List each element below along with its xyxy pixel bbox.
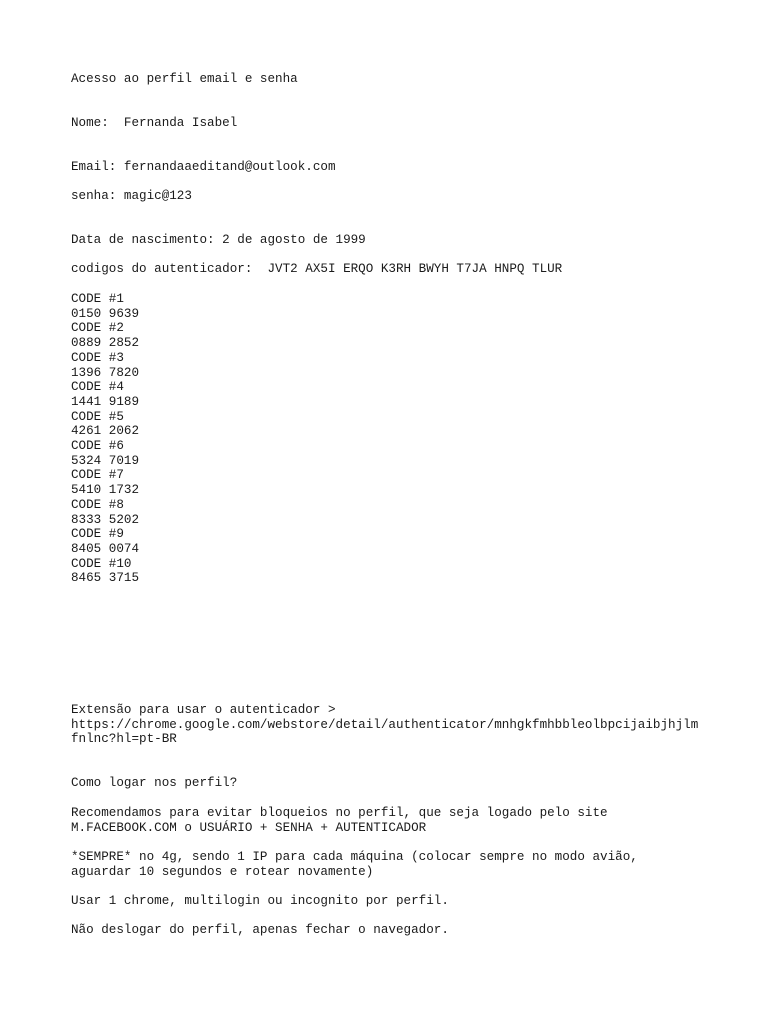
backup-code-value: 5410 1732 (71, 483, 140, 498)
extension-url[interactable]: https://chrome.google.com/webstore/detail/authenticator/mnhgkfmhbbleolbpcijaibjhjlm (71, 717, 699, 732)
backup-code-label: CODE #4 (71, 380, 124, 395)
recommend-line: M.FACEBOOK.COM o USUÁRIO + SENHA + AUTENTICADOR (71, 820, 427, 835)
backup-code-label: CODE #2 (71, 321, 124, 336)
email-line: Email: fernandaaeditand@outlook.com (71, 160, 336, 174)
backup-code-value: 4261 2062 (71, 424, 140, 439)
backup-code-label: CODE #7 (71, 468, 124, 483)
backup-code-value: 8405 0074 (71, 541, 140, 556)
recommend-paragraph (71, 806, 608, 835)
document-title: Acesso ao perfil email e senha (71, 72, 298, 86)
howto-title: Como logar nos perfil? (71, 776, 238, 790)
backup-code-label: CODE #9 (71, 527, 124, 542)
backup-code-value: 8333 5202 (71, 512, 140, 527)
always-paragraph (71, 850, 638, 879)
extension-paragraph (71, 703, 698, 747)
extension-intro: Extensão para usar o autenticador > (71, 703, 336, 717)
backup-code-label: CODE #8 (71, 497, 124, 512)
name-line: Nome: Fernanda Isabel (71, 116, 238, 130)
authenticator-codes-line: codigos do autenticador: JVT2 AX5I ERQO K3RH BWYH T7JA HNPQ TLUR (71, 262, 563, 276)
backup-codes-list (71, 292, 139, 586)
always-line: aguardar 10 segundos e rotear novamente) (71, 864, 374, 879)
logout-line: Não deslogar do perfil, apenas fechar o navegador. (71, 923, 449, 937)
backup-code-value: 0889 2852 (71, 336, 140, 351)
backup-code-label: CODE #6 (71, 439, 124, 454)
backup-code-label: CODE #1 (71, 292, 124, 306)
backup-code-value: 8465 3715 (71, 571, 140, 586)
backup-code-label: CODE #5 (71, 409, 124, 424)
recommend-line: Recomendamos para evitar bloqueios no perfil, que seja logado pelo site (71, 806, 608, 820)
birthdate-line: Data de nascimento: 2 de agosto de 1999 (71, 233, 366, 247)
backup-code-value: 1396 7820 (71, 365, 140, 380)
backup-code-value: 1441 9189 (71, 394, 140, 409)
extension-url-continued[interactable]: fnlnc?hl=pt-BR (71, 732, 177, 747)
backup-code-label: CODE #3 (71, 350, 124, 365)
backup-code-value: 5324 7019 (71, 453, 140, 468)
backup-code-value: 0150 9639 (71, 306, 140, 321)
always-line: *SEMPRE* no 4g, sendo 1 IP para cada máquina (colocar sempre no modo avião, (71, 850, 638, 864)
backup-code-label: CODE #10 (71, 556, 132, 571)
password-line: senha: magic@123 (71, 189, 192, 203)
chrome-line: Usar 1 chrome, multilogin ou incognito por perfil. (71, 894, 449, 908)
